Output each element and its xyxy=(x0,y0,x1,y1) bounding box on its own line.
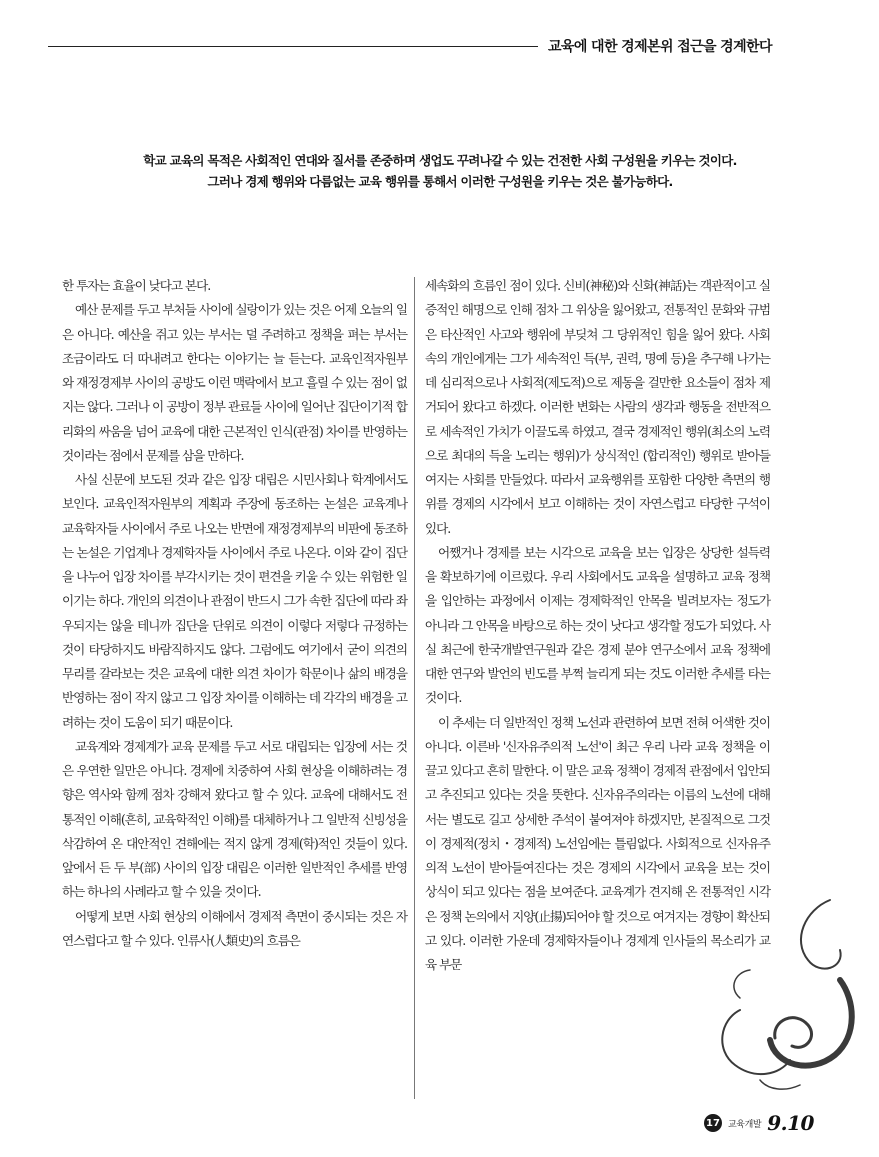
header-rule xyxy=(48,46,538,47)
swirl-ornament-icon xyxy=(680,860,870,1100)
body-paragraph: 이 추세는 더 일반적인 정책 노선과 관련하여 보면 전혀 어색한 것이 아니다. 이른바 '신자유주의적 노선'이 최근 우리 나라 교육 정책을 이끌고 있다고 흔히 말한다. 이 말은 교육 정책이 경제적 관점에서 입안되고 추진되고 있다는 것을 뜻한다. 신자유주의라는 이름의 노선에 대해서는 별도로 길고 상세한 주석이 붙여져야 하겠지만, 본질적으로 그것이 경제적(정치・경제적) 노선임에는 틀림없다. 사회적으로 신자유주의적 노선이 받아들여진다는 것은 경제의 시각에서 교육을 보는 것이 상식이 되고 있다는 점을 보여준다. 교육계가 견지해 온 전통적인 시각은 정책 논의에서 지양(止揚)되어야 할 것으로 여겨지는 경향이 확산되고 있다. 이러한 가운데 경제학자들이나 경제계 인사들의 목소리가 교육 부문 xyxy=(425,714,770,972)
body-paragraph: 예산 문제를 두고 부처들 사이에 실랑이가 있는 것은 어제 오늘의 일은 아니다. 예산을 쥐고 있는 부서는 덜 주려하고 정책을 펴는 부서는 조금이라도 더 따내려고 한다는 이야기는 늘 듣는다. 교육인적자원부와 재정경제부 사이의 공방도 이런 맥락에서 보고 흘릴 수 있는 점이 없지는 않다. 그러나 이 공방이 정부 관료들 사이에 일어난 집단이기적 합리화의 싸움을 넘어 교육에 대한 근본적인 인식(관점) 차이를 반영하는 것이라는 점에서 문제를 삼을 만하다. xyxy=(62,302,407,463)
page-footer xyxy=(704,1110,814,1136)
left-column xyxy=(62,274,407,953)
body-paragraph: 어쨌거나 경제를 보는 시각으로 교육을 보는 입장은 상당한 설득력을 확보하기에 이르렀다. 우리 사회에서도 교육을 설명하고 교육 정책을 입안하는 과정에서 이제는 경제학적인 안목을 빌려보자는 정도가 아니라 그 안목을 바탕으로 하는 것이 낫다고 생각할 정도가 되었다. 사실 최근에 한국개발연구원과 같은 경제 분야 연구소에서 교육 정책에 대한 연구와 발언의 빈도를 부쩍 늘리게 되는 것도 이러한 추세를 타는 것이다. xyxy=(425,544,770,706)
pull-quote-line: 그러나 경제 행위와 다름없는 교육 행위를 통해서 이러한 구성원을 키우는 것은 불가능하다. xyxy=(207,174,673,189)
page-number: 17 xyxy=(704,1114,722,1132)
pull-quote xyxy=(80,150,800,192)
body-paragraph: 한 투자는 효율이 낮다고 본다. xyxy=(62,278,211,293)
journal-name: 교육개발 xyxy=(728,1119,762,1130)
body-paragraph: 세속화의 흐름인 점이 있다. 신비(神秘)와 신화(神話)는 객관적이고 실증적인 해명으로 인해 점차 그 위상을 잃어왔고, 전통적인 문화와 규범은 타산적인 사고와 행위에 부딪쳐 그 당위적인 힘을 잃어 왔다. 사회 속의 개인에게는 그가 세속적인 득(부, 권력, 명예 등)을 추구해 나가는 데 심리적으로나 사회적(제도적)으로 제동을 걸만한 요소들이 점차 제거되어 왔다고 하겠다. 이러한 변화는 사람의 생각과 행동을 전반적으로 세속적인 가치가 이끌도록 하였고, 결국 경제적인 행위(최소의 노력으로 최대의 득을 노리는 행위)가 상식적인 (합리적인) 행위로 받아들여지는 사회를 만들었다. 따라서 교육행위를 포함한 다양한 측면의 행위를 경제의 시각에서 보고 이해하는 것이 자연스럽고 타당한 구석이 있다. xyxy=(425,278,770,536)
body-paragraph: 사실 신문에 보도된 것과 같은 입장 대립은 시민사회나 학계에서도 보인다. 교육인적자원부의 계획과 주장에 동조하는 논설은 교육계나 교육학자들 사이에서 주로 나오는 반면에 재정경제부의 비판에 동조하는 논설은 기업계나 경제학자들 사이에서 주로 나온다. 이와 같이 집단을 나누어 입장 차이를 부각시키는 것이 편견을 키울 수 있는 위험한 일이기는 하다. 개인의 의견이나 관점이 반드시 그가 속한 집단에 따라 좌우되지는 않을 테니까 집단을 단위로 의견이 이렇다 저렇다 규정하는 것이 타당하지도 바람직하지도 않다. 그럼에도 여기에서 굳이 의견의 무리를 갈라보는 것은 교육에 대한 의견 차이가 학문이나 삶의 배경을 반영하는 점이 작지 않고 그 입장 차이를 이해하는 데 각각의 배경을 고려하는 것이 도움이 되기 때문이다. xyxy=(62,472,407,730)
pull-quote-line: 학교 교육의 목적은 사회적인 연대와 질서를 존중하며 생업도 꾸려나갈 수 있는 건전한 사회 구성원을 키우는 것이다. xyxy=(143,153,737,168)
body-paragraph: 어떻게 보면 사회 현상의 이해에서 경제적 측면이 중시되는 것은 자연스럽다고 할 수 있다. 인류사(人類史)의 흐름은 xyxy=(62,908,407,948)
column-divider xyxy=(414,277,415,1099)
body-paragraph: 교육계와 경제계가 교육 문제를 두고 서로 대립되는 입장에 서는 것은 우연한 일만은 아니다. 경제에 치중하여 사회 현상을 이해하려는 경향은 역사와 함께 점차 강해져 왔다고 할 수 있다. 교육에 대해서도 전통적인 이해(흔히, 교육학적인 이해)를 대체하거나 그 일반적 신빙성을 삭감하여 온 대안적인 견해에는 적지 않게 경제(학)적인 것들이 있다. 앞에서 든 두 부(部) 사이의 입장 대립은 이러한 일반적인 추세를 반영하는 하나의 사례라고 할 수 있을 것이다. xyxy=(62,738,407,900)
running-header-title: 교육에 대한 경제본위 접근을 경계한다 xyxy=(548,39,772,55)
journal-issue: 9.10 xyxy=(767,1111,814,1135)
